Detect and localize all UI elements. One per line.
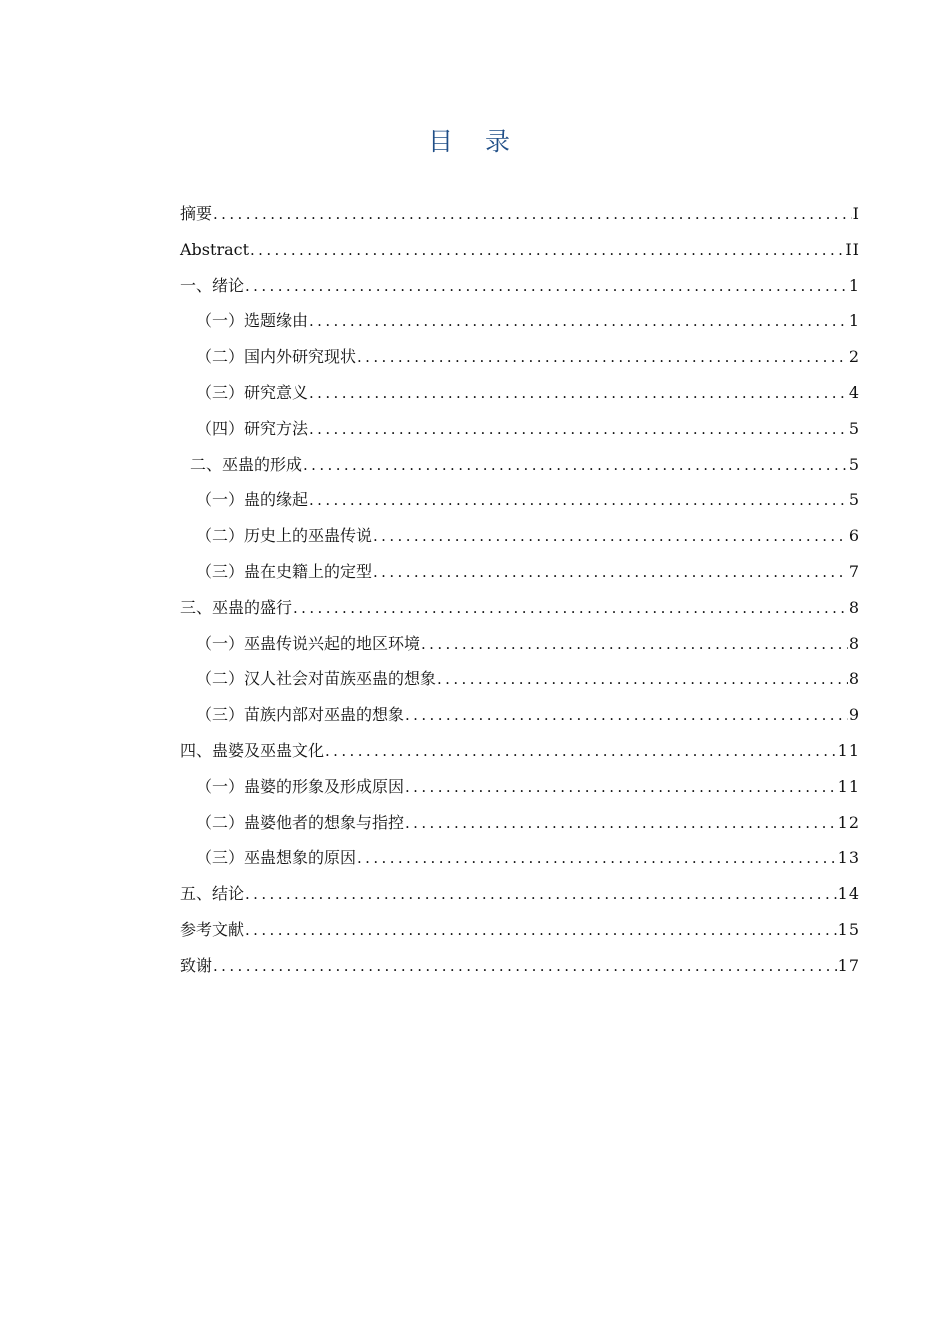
dot-leader xyxy=(245,913,837,949)
toc-entry-chapter-4[interactable] xyxy=(180,733,860,769)
toc-entry-page: 8 xyxy=(848,669,860,689)
toc-entry-section[interactable] xyxy=(180,411,860,447)
toc-entry-text: （一）蛊婆的形象及形成原因 xyxy=(196,776,405,796)
toc-entry-section[interactable] xyxy=(180,840,860,876)
toc-entry-text: （二）国内外研究现状 xyxy=(196,347,357,367)
toc-entry-section[interactable] xyxy=(180,518,860,554)
toc-entry-abstract-cn[interactable] xyxy=(180,196,860,232)
toc-entry-references[interactable] xyxy=(180,912,860,948)
toc-entry-page: 7 xyxy=(848,561,860,581)
toc-entry-text: （三）研究意义 xyxy=(196,382,309,402)
dot-leader xyxy=(309,412,848,448)
toc-entry-page: 6 xyxy=(848,526,860,546)
toc-entry-text: （三）苗族内部对巫蛊的想象 xyxy=(196,705,405,725)
toc-entry-text: （二）历史上的巫蛊传说 xyxy=(196,526,373,546)
toc-entry-section[interactable] xyxy=(180,769,860,805)
toc-entry-page: 13 xyxy=(837,848,860,868)
toc-entry-section[interactable] xyxy=(180,482,860,518)
dot-leader xyxy=(309,304,848,340)
toc-entry-page: 11 xyxy=(837,776,860,796)
toc-entry-page: 8 xyxy=(848,597,860,617)
toc-entry-text: （一）蛊的缘起 xyxy=(196,490,309,510)
toc-entry-text: （三）蛊在史籍上的定型 xyxy=(196,561,373,581)
toc-entry-text: （一）选题缘由 xyxy=(196,311,309,331)
toc-entry-page: 4 xyxy=(848,382,860,402)
toc-entry-page: 15 xyxy=(837,919,860,939)
toc-entry-acknowledgements[interactable] xyxy=(180,948,860,984)
toc-entry-text: （一）巫蛊传说兴起的地区环境 xyxy=(196,633,421,653)
toc-list xyxy=(180,196,860,984)
toc-entry-chapter-2[interactable] xyxy=(180,447,860,483)
toc-entry-text: 二、巫蛊的形成 xyxy=(190,454,303,474)
dot-leader xyxy=(245,877,837,913)
toc-entry-page: 5 xyxy=(848,454,860,474)
toc-entry-page: 5 xyxy=(848,490,860,510)
toc-entry-text: 参考文献 xyxy=(180,919,245,939)
dot-leader xyxy=(245,269,848,305)
dot-leader xyxy=(437,662,848,698)
toc-entry-section[interactable] xyxy=(180,375,860,411)
toc-entry-text: 四、蛊婆及巫蛊文化 xyxy=(180,740,325,760)
dot-leader xyxy=(309,483,848,519)
toc-entry-page: 11 xyxy=(837,740,860,760)
toc-entry-abstract-en[interactable] xyxy=(180,232,860,268)
toc-entry-text: 五、结论 xyxy=(180,884,245,904)
toc-entry-page: 8 xyxy=(848,633,860,653)
toc-entry-chapter-3[interactable] xyxy=(180,590,860,626)
dot-leader xyxy=(405,770,837,806)
toc-entry-text: 三、巫蛊的盛行 xyxy=(180,597,293,617)
dot-leader xyxy=(325,734,837,770)
toc-entry-text: Abstract xyxy=(180,239,250,259)
dot-leader xyxy=(357,841,837,877)
toc-entry-section[interactable] xyxy=(180,697,860,733)
dot-leader xyxy=(357,340,848,376)
toc-entry-section[interactable] xyxy=(180,626,860,662)
dot-leader xyxy=(405,806,837,842)
toc-entry-page: 1 xyxy=(848,311,860,331)
dot-leader xyxy=(303,448,848,484)
toc-entry-page: 17 xyxy=(837,955,860,975)
toc-entry-text: （二）蛊婆他者的想象与指控 xyxy=(196,812,405,832)
toc-entry-page: 1 xyxy=(848,275,860,295)
toc-entry-section[interactable] xyxy=(180,661,860,697)
dot-leader xyxy=(373,519,848,555)
toc-entry-page: 12 xyxy=(837,812,860,832)
dot-leader xyxy=(421,627,848,663)
toc-entry-page: 2 xyxy=(848,347,860,367)
toc-entry-text: 致谢 xyxy=(180,955,213,975)
dot-leader xyxy=(373,555,848,591)
toc-entry-page: II xyxy=(845,239,860,259)
toc-entry-section[interactable] xyxy=(180,805,860,841)
toc-entry-chapter-5[interactable] xyxy=(180,876,860,912)
dot-leader xyxy=(213,197,852,233)
toc-title: 目 录 xyxy=(428,127,522,156)
dot-leader xyxy=(213,949,837,985)
toc-entry-text: 摘要 xyxy=(180,204,213,223)
toc-entry-page: 5 xyxy=(848,418,860,438)
toc-entry-text: （三）巫蛊想象的原因 xyxy=(196,848,357,868)
toc-entry-page: 9 xyxy=(848,705,860,725)
toc-entry-page: I xyxy=(852,204,860,223)
toc-entry-text: （四）研究方法 xyxy=(196,418,309,438)
toc-entry-text: （二）汉人社会对苗族巫蛊的想象 xyxy=(196,669,437,689)
dot-leader xyxy=(293,591,848,627)
toc-entry-page: 14 xyxy=(837,884,860,904)
toc-entry-chapter-1[interactable] xyxy=(180,268,860,304)
toc-entry-section[interactable] xyxy=(180,303,860,339)
toc-entry-text: 一、绪论 xyxy=(180,275,245,295)
dot-leader xyxy=(250,233,844,269)
toc-entry-section[interactable] xyxy=(180,339,860,375)
dot-leader xyxy=(405,698,848,734)
toc-entry-section[interactable] xyxy=(180,554,860,590)
dot-leader xyxy=(309,376,848,412)
